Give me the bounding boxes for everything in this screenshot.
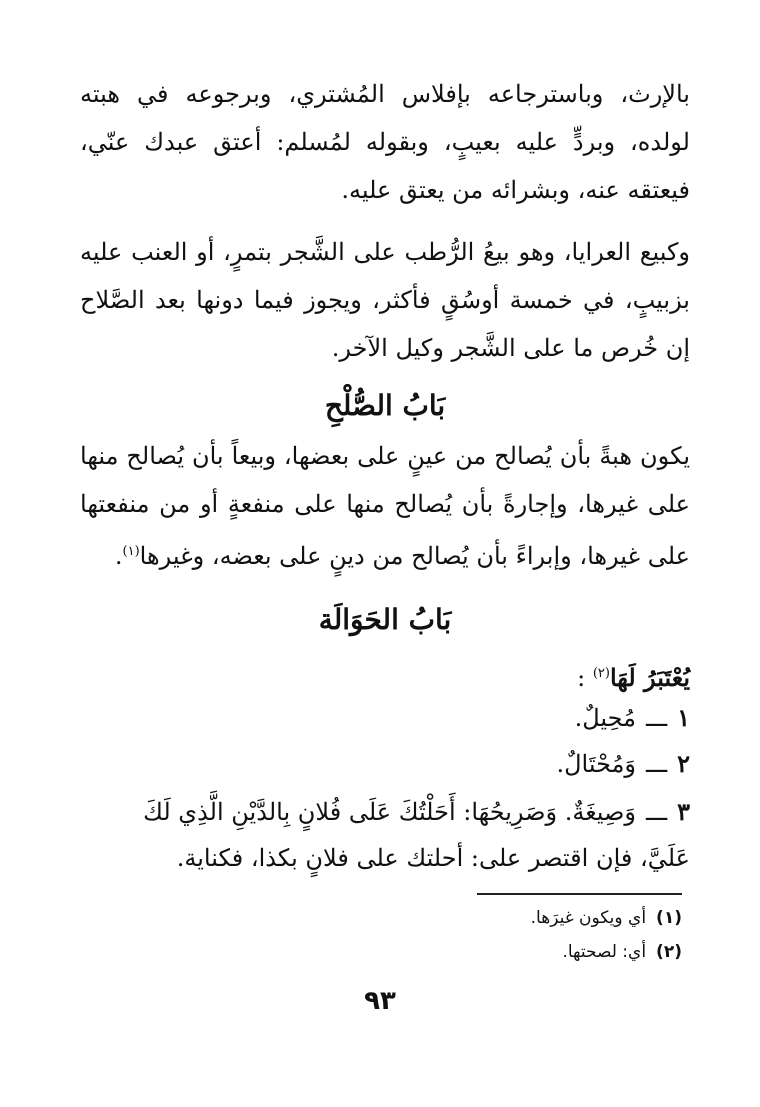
footnote-text: أي: لصحتها. — [562, 942, 647, 962]
footnote-text: أي ويكون غيرَها. — [530, 908, 647, 928]
hawala-intro-text: يُعْتَبَرُ لَهَا — [609, 663, 690, 692]
footnote-number: (١) — [656, 908, 682, 928]
footnote-ref-1: (١) — [122, 544, 140, 559]
list-item-dash: ـــ — [646, 798, 668, 826]
footnote-divider — [477, 893, 682, 895]
footnote-ref-2: (٢) — [592, 666, 610, 681]
sulh-end-mark: . — [114, 542, 123, 570]
list-item-text: وَمُحْتَالٌ. — [556, 750, 637, 778]
list-item-continuation: عَلَيَّ، فإن اقتصر على: أحلتك على فلانٍ بكذا، فكناية. — [176, 844, 690, 872]
sulh-text: يكون هبةً بأن يُصالح من عينٍ على بعضها، وبيعاً بأن يُصالح منها على غيرها، وإجارةً بأن يُصالح منها على منفعةٍ أو من منفعتها على غيرها، وإبراءً بأن يُصالح من دينٍ على بعضه، وغيرها — [80, 442, 690, 570]
hawala-intro-colon: : — [577, 664, 586, 692]
paragraph-sulh — [80, 432, 690, 580]
page-number: ٩٣ — [364, 986, 396, 1016]
list-item-text: مُحِيلٌ. — [574, 704, 637, 732]
list-item-dash: ـــ — [646, 750, 668, 778]
heading-hawala: بَابُ الحَوَالَة — [318, 603, 452, 636]
list-item-dash: ـــ — [646, 704, 668, 732]
list-item — [143, 792, 690, 832]
list-item-number: ٢ — [677, 749, 690, 778]
paragraph-araya: وكبيع العرايا، وهو بيعُ الرُّطب على الشَّجر بتمرٍ، أو العنب عليه بزبيبٍ، في خمسة أوسُقٍ فأكثر، ويجوز فيما دونها بعد الصَّلاح إن خُرص ما على الشَّجر وكيل الآخر. — [80, 238, 690, 362]
list-item-text: وَصِيغَةٌ. وَصَرِيحُهَا: أَحَلْتُكَ عَلَى فُلانٍ بِالدَّيْنِ الَّذِي لَكَ — [143, 798, 637, 826]
list-item — [575, 698, 690, 738]
footnote-number: (٢) — [656, 942, 682, 962]
heading-sulh: بَابُ الصُّلْحِ — [324, 389, 446, 422]
list-item-number: ٣ — [677, 797, 690, 826]
footnote-1 — [531, 906, 682, 930]
hawala-intro — [577, 654, 690, 698]
list-item — [556, 744, 690, 784]
paragraph-inheritance: بالإرث، وباسترجاعه بإفلاس المُشتري، وبرجوعه في هبته لولده، وبردٍّ عليه بعيبٍ، وبقوله لمُسلم: أعتق عبدك عنّي، فيعتقه عنه، وبشرائه من يعتق عليه. — [80, 80, 690, 204]
footnote-2 — [562, 940, 682, 964]
list-item-number: ١ — [677, 703, 690, 732]
